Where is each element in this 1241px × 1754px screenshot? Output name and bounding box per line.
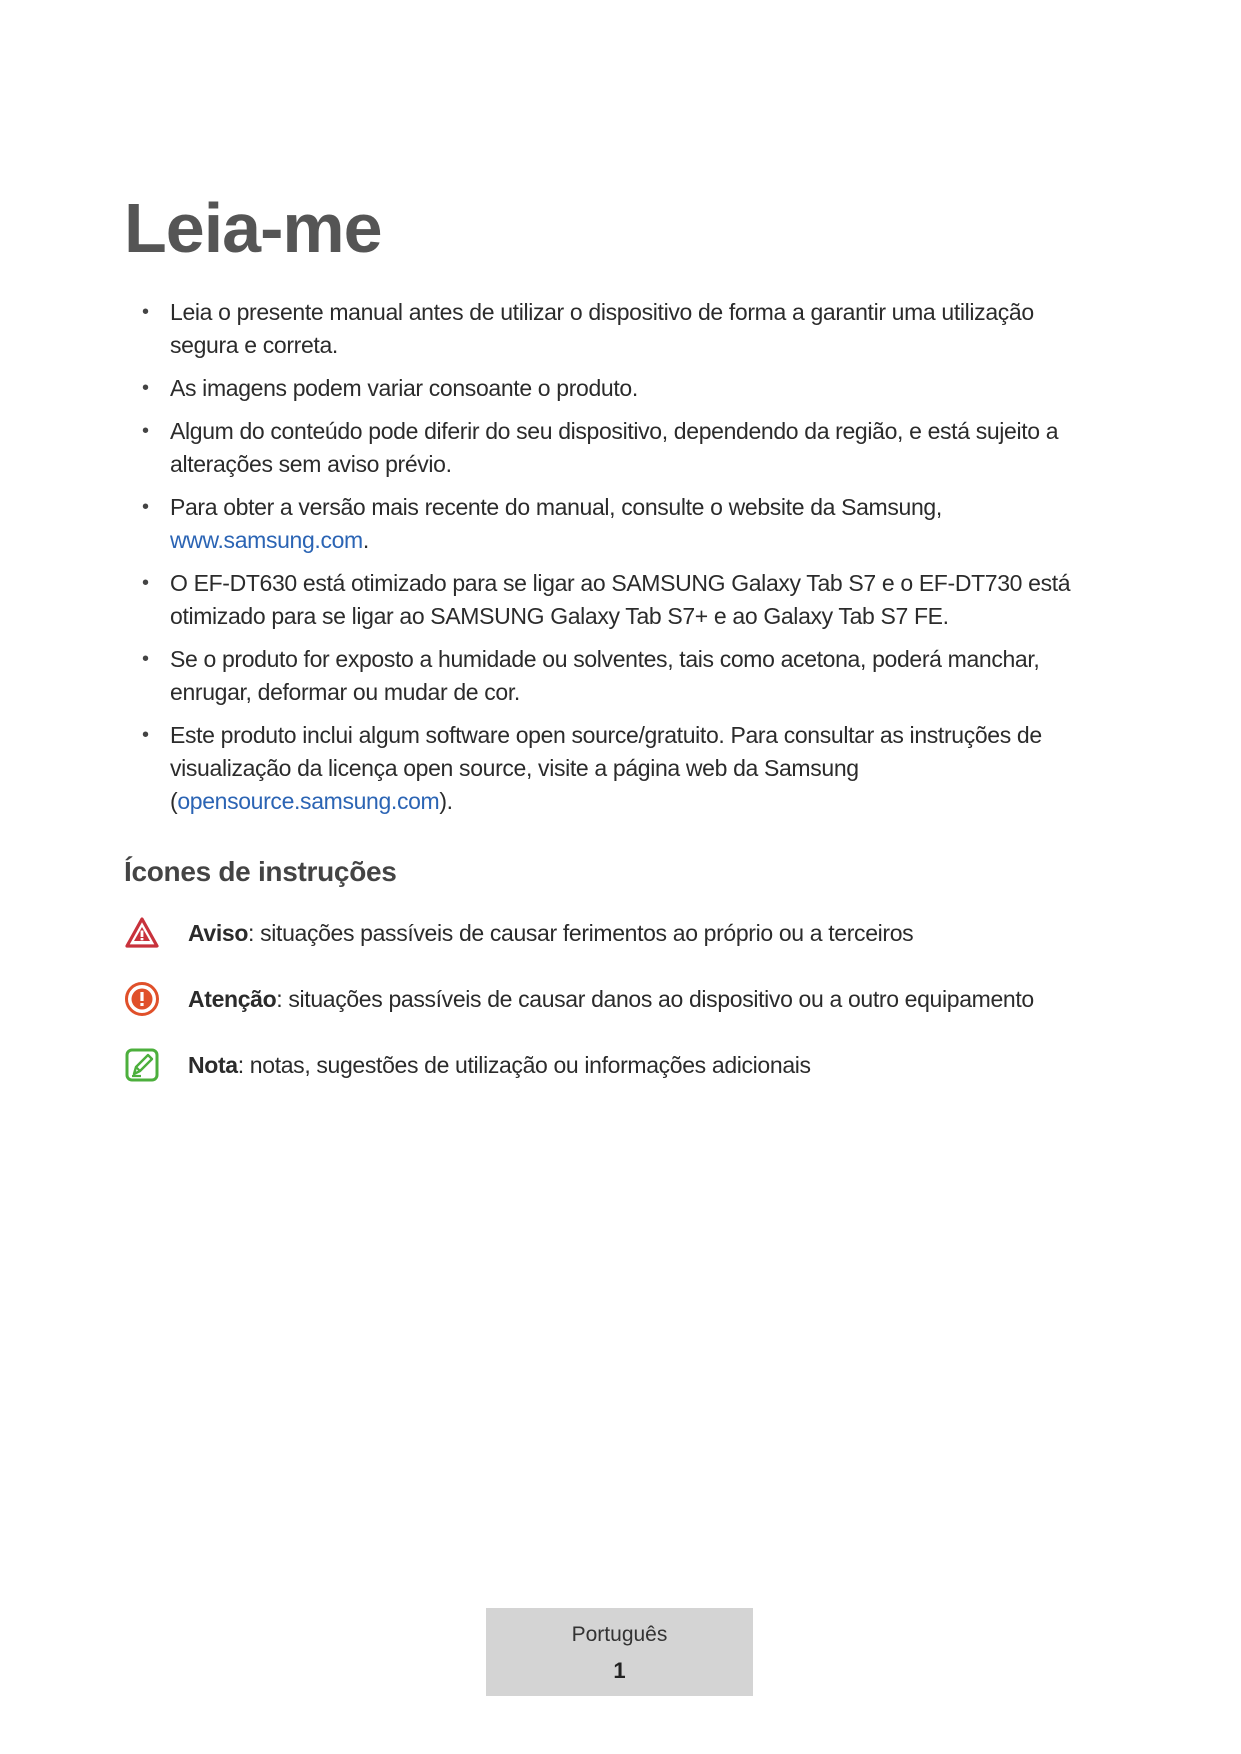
list-item <box>124 491 1104 557</box>
page-number: 1 <box>613 1658 626 1683</box>
note-pencil-icon <box>124 1047 160 1083</box>
bullet-marker: • <box>142 301 149 323</box>
instruction-item-aviso <box>124 914 913 952</box>
bullet-marker: • <box>142 648 149 670</box>
bullet-marker: • <box>142 724 149 746</box>
instruction-text <box>188 917 913 950</box>
instruction-description: situações passíveis de causar danos ao dispositivo ou a outro equipamento <box>282 985 1034 1012</box>
page-title: Leia-me <box>124 189 382 267</box>
instruction-item-atencao <box>124 980 1034 1018</box>
list-item-text: As imagens podem variar consoante o produto. <box>170 375 638 401</box>
instruction-term: Aviso <box>188 919 249 946</box>
list-item <box>124 296 1104 362</box>
list-item <box>124 719 1104 818</box>
list-item-text-end: . <box>362 527 369 553</box>
list-item-text: Algum do conteúdo pode diferir do seu dispositivo, dependendo da região, e está sujeito a alterações sem aviso prévio. <box>170 418 1059 477</box>
bullet-list <box>124 296 1104 828</box>
instruction-text <box>188 1049 811 1082</box>
list-item-text: Para obter a versão mais recente do manual, consulte o website da Samsung, <box>170 494 942 520</box>
warning-triangle-icon <box>124 915 160 951</box>
footer-language: Português <box>571 1623 668 1646</box>
samsung-website-link[interactable]: www.samsung.com <box>170 527 363 553</box>
instruction-description: situações passíveis de causar ferimentos ao próprio ou a terceiros <box>254 919 914 946</box>
list-item-text: O EF-DT630 está otimizado para se ligar ao SAMSUNG Galaxy Tab S7 e o EF-DT730 está otimizado para se ligar ao SAMSUNG Galaxy Tab S7+ e ao Galaxy Tab S7 FE. <box>170 570 1071 629</box>
list-item-text-end: ). <box>439 788 453 814</box>
caution-circle-icon <box>124 981 160 1017</box>
instruction-text <box>188 983 1034 1016</box>
bullet-marker: • <box>142 572 149 594</box>
list-item-text: Este produto inclui algum software open source/gratuito. Para consultar as instruções de visualização da licença open source, visite a página web da Samsung ( <box>170 722 1042 814</box>
bullet-marker: • <box>142 496 149 518</box>
list-item <box>124 643 1104 709</box>
instruction-term: Atenção <box>188 985 277 1012</box>
list-item <box>124 372 1104 405</box>
bullet-marker: • <box>142 420 149 442</box>
instruction-item-nota <box>124 1046 811 1084</box>
page-footer <box>486 1608 753 1696</box>
instruction-description: notas, sugestões de utilização ou informações adicionais <box>243 1051 811 1078</box>
bullet-marker: • <box>142 377 149 399</box>
instruction-term: Nota <box>188 1051 238 1078</box>
instruction-separator: : <box>276 985 283 1012</box>
list-item <box>124 415 1104 481</box>
instruction-separator: : <box>237 1051 244 1078</box>
opensource-link[interactable]: opensource.samsung.com <box>177 788 440 814</box>
list-item-text: Leia o presente manual antes de utilizar o dispositivo de forma a garantir uma utilização segura e correta. <box>170 299 1034 358</box>
list-item <box>124 567 1104 633</box>
list-item-text: Se o produto for exposto a humidade ou solventes, tais como acetona, poderá manchar, enrugar, deformar ou mudar de cor. <box>170 646 1040 705</box>
instruction-separator: : <box>248 919 255 946</box>
section-heading: Ícones de instruções <box>124 856 397 887</box>
